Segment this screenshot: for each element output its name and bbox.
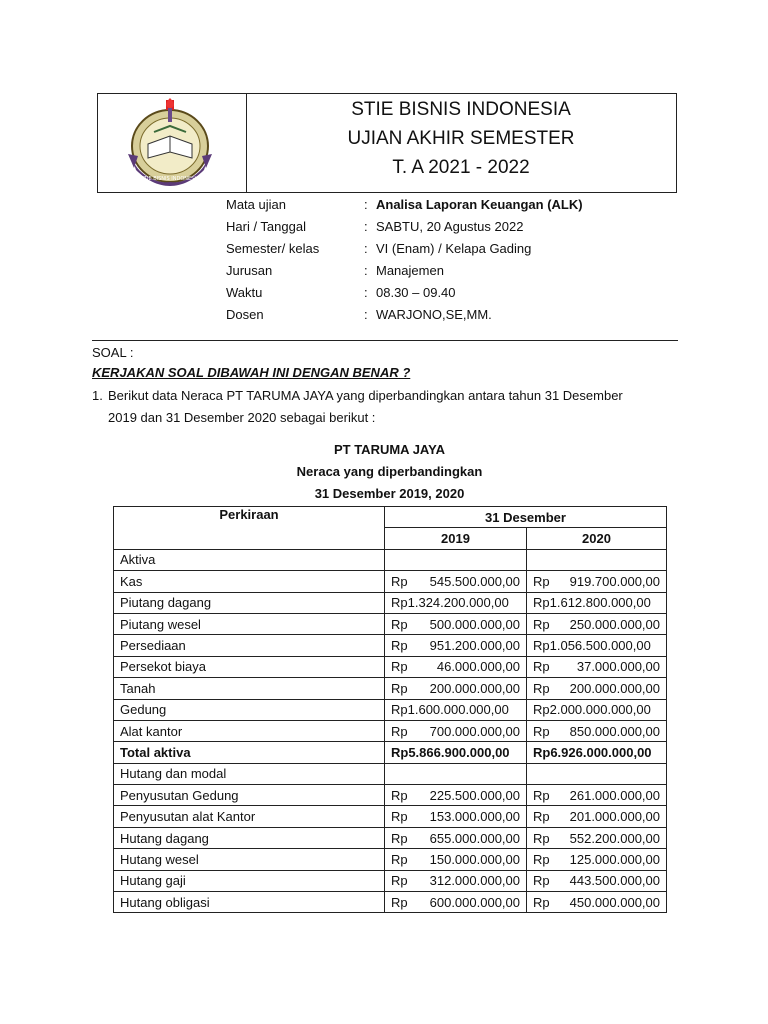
info-value: Analisa Laporan Keuangan (ALK) [376, 197, 583, 212]
value-amount: 312.000.000,00 [429, 873, 520, 889]
row-value-2020 [527, 849, 667, 870]
table-row [114, 785, 667, 806]
value-prefix: Rp [533, 680, 550, 696]
info-label: Jurusan [226, 263, 273, 278]
value-prefix: Rp [391, 873, 408, 889]
row-value-2019 [385, 892, 527, 913]
value-amount: 250.000.000,00 [569, 616, 660, 632]
exam-info [226, 194, 646, 326]
row-value-2020 [527, 827, 667, 848]
table-row [114, 806, 667, 827]
row-value-2019 [385, 656, 527, 677]
row-value-2019 [385, 635, 527, 656]
value-prefix: Rp1.056.500.000,00 [533, 638, 651, 654]
value-amount: 700.000.000,00 [429, 723, 520, 739]
info-colon: : [364, 219, 368, 234]
instruction: KERJAKAN SOAL DIBAWAH INI DENGAN BENAR ? [92, 365, 411, 380]
table-subtitle: Neraca yang diperbandingkan [296, 464, 483, 479]
row-value-2019 [385, 763, 527, 784]
value-prefix: Rp1.600.000.000,00 [391, 702, 509, 718]
row-value-2020 [527, 720, 667, 741]
value-prefix: Rp [533, 830, 550, 846]
row-value-2019 [385, 870, 527, 891]
info-colon: : [364, 307, 368, 322]
table-row [114, 849, 667, 870]
row-value-2020 [527, 763, 667, 784]
value-amount: 500.000.000,00 [429, 616, 520, 632]
row-value-2020 [527, 785, 667, 806]
value-prefix: Rp [533, 573, 550, 589]
value-prefix: Rp [391, 680, 408, 696]
exam-title: UJIAN AKHIR SEMESTER [347, 128, 575, 149]
row-item-label: Hutang obligasi [114, 892, 385, 913]
value-prefix: Rp [533, 787, 550, 803]
value-prefix: Rp1.324.200.000,00 [391, 595, 509, 611]
info-colon: : [364, 241, 368, 256]
value-prefix: Rp [391, 638, 408, 654]
question-number: 1. [92, 388, 103, 403]
table-company: PT TARUMA JAYA [333, 442, 445, 457]
table-date: 31 Desember 2019, 2020 [314, 486, 465, 501]
row-value-2020 [527, 613, 667, 634]
info-label: Mata ujian [226, 197, 286, 212]
balance-sheet-table [113, 506, 667, 913]
value-amount: 545.500.000,00 [429, 573, 520, 589]
row-value-2020 [527, 870, 667, 891]
row-value-2019 [385, 720, 527, 741]
value-amount: 261.000.000,00 [569, 787, 660, 803]
value-prefix: Rp6.926.000.000,00 [533, 744, 652, 760]
row-item-label: Piutang wesel [114, 613, 385, 634]
value-prefix: Rp [391, 894, 408, 910]
row-value-2020 [527, 635, 667, 656]
value-prefix: Rp [391, 573, 408, 589]
row-item-label: Hutang dan modal [114, 763, 385, 784]
info-value: SABTU, 20 Agustus 2022 [376, 219, 524, 234]
value-prefix: Rp [391, 830, 408, 846]
row-value-2019 [385, 571, 527, 592]
table-row [114, 656, 667, 677]
row-item-label: Tanah [114, 678, 385, 699]
row-value-2019 [385, 613, 527, 634]
row-item-label: Persekot biaya [114, 656, 385, 677]
row-item-label: Hutang gaji [114, 870, 385, 891]
info-label: Dosen [226, 307, 264, 322]
row-value-2020 [527, 892, 667, 913]
value-amount: 600.000.000,00 [429, 894, 520, 910]
col-2019-header: 2019 [385, 528, 527, 549]
info-label: Waktu [226, 285, 263, 300]
title-cell [246, 94, 676, 192]
value-prefix: Rp [391, 787, 408, 803]
value-amount: 201.000.000,00 [569, 809, 660, 825]
col-2020-header: 2020 [527, 528, 667, 549]
row-item-label: Penyusutan Gedung [114, 785, 385, 806]
row-value-2019 [385, 742, 527, 763]
value-amount: 46.000.000,00 [436, 659, 520, 675]
value-prefix: Rp [533, 873, 550, 889]
svg-text:STIE BISNIS INDONESIA: STIE BISNIS INDONESIA [140, 176, 200, 182]
row-value-2019 [385, 699, 527, 720]
info-value: VI (Enam) / Kelapa Gading [376, 241, 532, 256]
value-amount: 450.000.000,00 [569, 894, 660, 910]
value-amount: 919.700.000,00 [569, 573, 660, 589]
row-value-2019 [385, 785, 527, 806]
academic-year: T. A 2021 - 2022 [392, 157, 530, 178]
row-value-2020 [527, 656, 667, 677]
info-value: WARJONO,SE,MM. [376, 307, 492, 322]
soal-heading: SOAL : [92, 345, 134, 360]
row-value-2019 [385, 678, 527, 699]
table-row [114, 592, 667, 613]
row-item-label: Penyusutan alat Kantor [114, 806, 385, 827]
info-row [226, 238, 646, 260]
table-row [114, 892, 667, 913]
table-row [114, 827, 667, 848]
school-logo-icon [128, 96, 212, 190]
value-amount: 552.200.000,00 [569, 830, 660, 846]
value-prefix: Rp [391, 809, 408, 825]
row-value-2019 [385, 827, 527, 848]
value-amount: 225.500.000,00 [429, 787, 520, 803]
row-value-2020 [527, 699, 667, 720]
row-item-label: Alat kantor [114, 720, 385, 741]
info-row [226, 282, 646, 304]
table-row [114, 763, 667, 784]
table-row [114, 571, 667, 592]
value-prefix: Rp [533, 851, 550, 867]
value-prefix: Rp [391, 659, 408, 675]
row-item-label: Persediaan [114, 635, 385, 656]
value-prefix: Rp [533, 809, 550, 825]
row-item-label: Hutang dagang [114, 827, 385, 848]
info-label: Semester/ kelas [226, 241, 320, 256]
value-prefix: Rp [533, 616, 550, 632]
exam-header [97, 93, 677, 193]
row-item-label: Kas [114, 571, 385, 592]
value-prefix: Rp2.000.000.000,00 [533, 702, 651, 718]
table-row [114, 549, 667, 570]
col-group-header: 31 Desember [385, 507, 667, 528]
question-text-line2: 2019 dan 31 Desember 2020 sebagai berikut : [108, 410, 376, 425]
row-item-label: Hutang wesel [114, 849, 385, 870]
value-amount: 443.500.000,00 [569, 873, 660, 889]
table-row [114, 699, 667, 720]
row-value-2020 [527, 742, 667, 763]
info-label: Hari / Tanggal [226, 219, 306, 234]
col-item-header: Perkiraan [114, 507, 385, 550]
row-value-2020 [527, 678, 667, 699]
row-item-label: Piutang dagang [114, 592, 385, 613]
value-amount: 200.000.000,00 [569, 680, 660, 696]
value-amount: 150.000.000,00 [429, 851, 520, 867]
row-value-2020 [527, 549, 667, 570]
value-prefix: Rp [391, 616, 408, 632]
row-item-label: Aktiva [114, 549, 385, 570]
value-amount: 951.200.000,00 [429, 638, 520, 654]
value-prefix: Rp [533, 659, 550, 675]
row-value-2019 [385, 549, 527, 570]
info-colon: : [364, 285, 368, 300]
table-row [114, 742, 667, 763]
divider [92, 340, 678, 341]
row-value-2019 [385, 592, 527, 613]
value-amount: 125.000.000,00 [569, 851, 660, 867]
row-value-2020 [527, 592, 667, 613]
row-value-2020 [527, 571, 667, 592]
table-row [114, 613, 667, 634]
info-colon: : [364, 197, 368, 212]
row-value-2019 [385, 806, 527, 827]
row-value-2020 [527, 806, 667, 827]
value-amount: 200.000.000,00 [429, 680, 520, 696]
row-item-label: Total aktiva [114, 742, 385, 763]
row-item-label: Gedung [114, 699, 385, 720]
table-header-row [114, 507, 667, 528]
institution-title: STIE BISNIS INDONESIA [351, 99, 571, 120]
info-row [226, 194, 646, 216]
info-row [226, 304, 646, 326]
table-row [114, 720, 667, 741]
table-row [114, 635, 667, 656]
value-prefix: Rp [391, 851, 408, 867]
value-amount: 153.000.000,00 [429, 809, 520, 825]
value-prefix: Rp5.866.900.000,00 [391, 744, 510, 760]
value-prefix: Rp1.612.800.000,00 [533, 595, 651, 611]
info-value: Manajemen [376, 263, 444, 278]
value-amount: 37.000.000,00 [576, 659, 660, 675]
value-prefix: Rp [391, 723, 408, 739]
table-row [114, 678, 667, 699]
info-row [226, 260, 646, 282]
logo-cell [98, 94, 247, 192]
info-colon: : [364, 263, 368, 278]
value-amount: 655.000.000,00 [429, 830, 520, 846]
value-prefix: Rp [533, 723, 550, 739]
info-row [226, 216, 646, 238]
table-row [114, 870, 667, 891]
question-text-line1: Berikut data Neraca PT TARUMA JAYA yang diperbandingkan antara tahun 31 Desember [108, 388, 623, 403]
value-amount: 850.000.000,00 [569, 723, 660, 739]
row-value-2019 [385, 849, 527, 870]
value-prefix: Rp [533, 894, 550, 910]
info-value: 08.30 – 09.40 [376, 285, 456, 300]
